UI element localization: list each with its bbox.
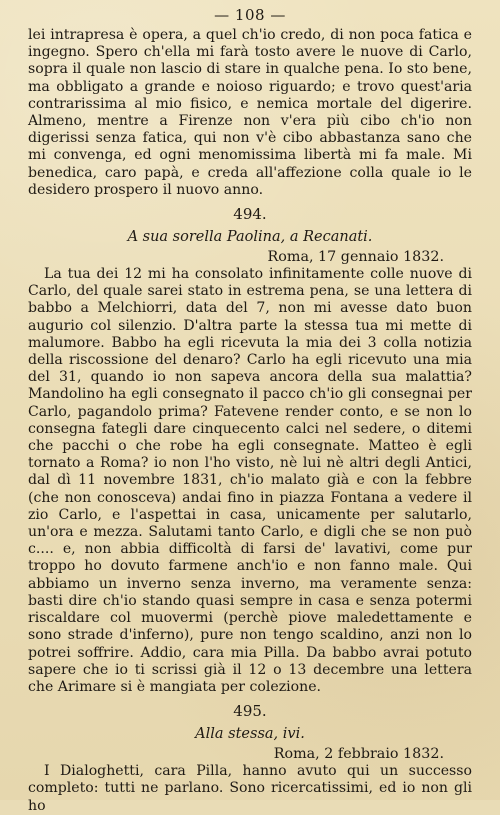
page-number: — 108 — [214,6,286,24]
letter-495-dateline: Roma, 2 febbraio 1832. [273,746,444,763]
letter-494-heading: A sua sorella Paolina, a Recanati. [127,229,373,246]
letter-494-dateline: Roma, 17 gennaio 1832. [267,249,444,266]
letter-495-number: 495. [233,702,267,721]
letter-494-body: La tua dei 12 mi ha consolato infinitamente colle nuove di Carlo, del quale sarei stato in estrema pena, se una lettera di babbo a Melchiorri, data del 7, non mi avesse dato buon augurio col silenzio. D'altra parte la stessa tua mi mette di malumore. Babbo ha egli ricevuta la mia dei 3 colla notizia della riscossione del denaro? Carlo ha egli ricevuto una mia del 31, quando io non sapeva ancora della sua malattia? Mandolino ha egli consegnato il pacco ch'io gli consegnai per Carlo, pagandolo prima? Fatevene render conto, e se non lo consegna fategli dare cinquecento calci nel sedere, o ditemi che pacchi o che robe ha egli consegnate. Matteo è egli tornato a Roma? io non l'ho visto, nè lui nè altri degli Antici, dal dì 11 novembre 1831, ch'io malato già e con la febbre (che non conosceva) andai fino in piazza Fontana a vedere il zio Carlo, e l'aspettai in casa, unicamente per salutarlo, un'ora e mezza. Salutami tanto Carlo, e digli che se non può c.... e, non abbia difficoltà di farsi de' lavativi, come pur troppo ho dovuto farmene anch'io e non fanno male. Qui abbiamo un inverno senza inverno, ma veramente senza: basti dire ch'io stando quasi sempre in casa e senza potermi riscaldare col muovermi (perchè piove maledettamente e sono strade d'inferno), pure non tengo scaldino, anzi non lo potrei soffrire. Addio, cara mia Pilla. Da babbo avrai potuto sapere che io ti scrissi già il 12 o 13 decembre una lettera che Arimare si è mangiata per colezione. [28,266,472,695]
letter-495-body: I Dialoghetti, cara Pilla, hanno avuto qui un successo completo: tutti ne parlano. Sono ricercatissimi, ed io non gli ho [28,763,472,814]
letter-495-heading: Alla stessa, ivi. [195,726,305,743]
intro-paragraph: lei intrapresa è opera, a quel ch'io credo, di non poca fatica e ingegno. Spero ch'ella mi farà tosto avere le nuove di Carlo, sopra il quale non lascio di stare in qualche pena. Io sto bene, ma obbligato a grande e noioso riguardo; e trovo quest'aria contrarissima al mio fisico, e nemica mortale del digerire. Almeno, mentre a Firenze non v'era più cibo ch'io non digerissi senza fatica, qui non v'è cibo abbastanza sano che mi convenga, ed ogni menomissima libertà mi fa male. Mi benedica, caro papà, e creda all'affezione colla quale io le desidero prospero il nuovo anno. [28,27,472,198]
letter-494-number: 494. [233,205,267,224]
